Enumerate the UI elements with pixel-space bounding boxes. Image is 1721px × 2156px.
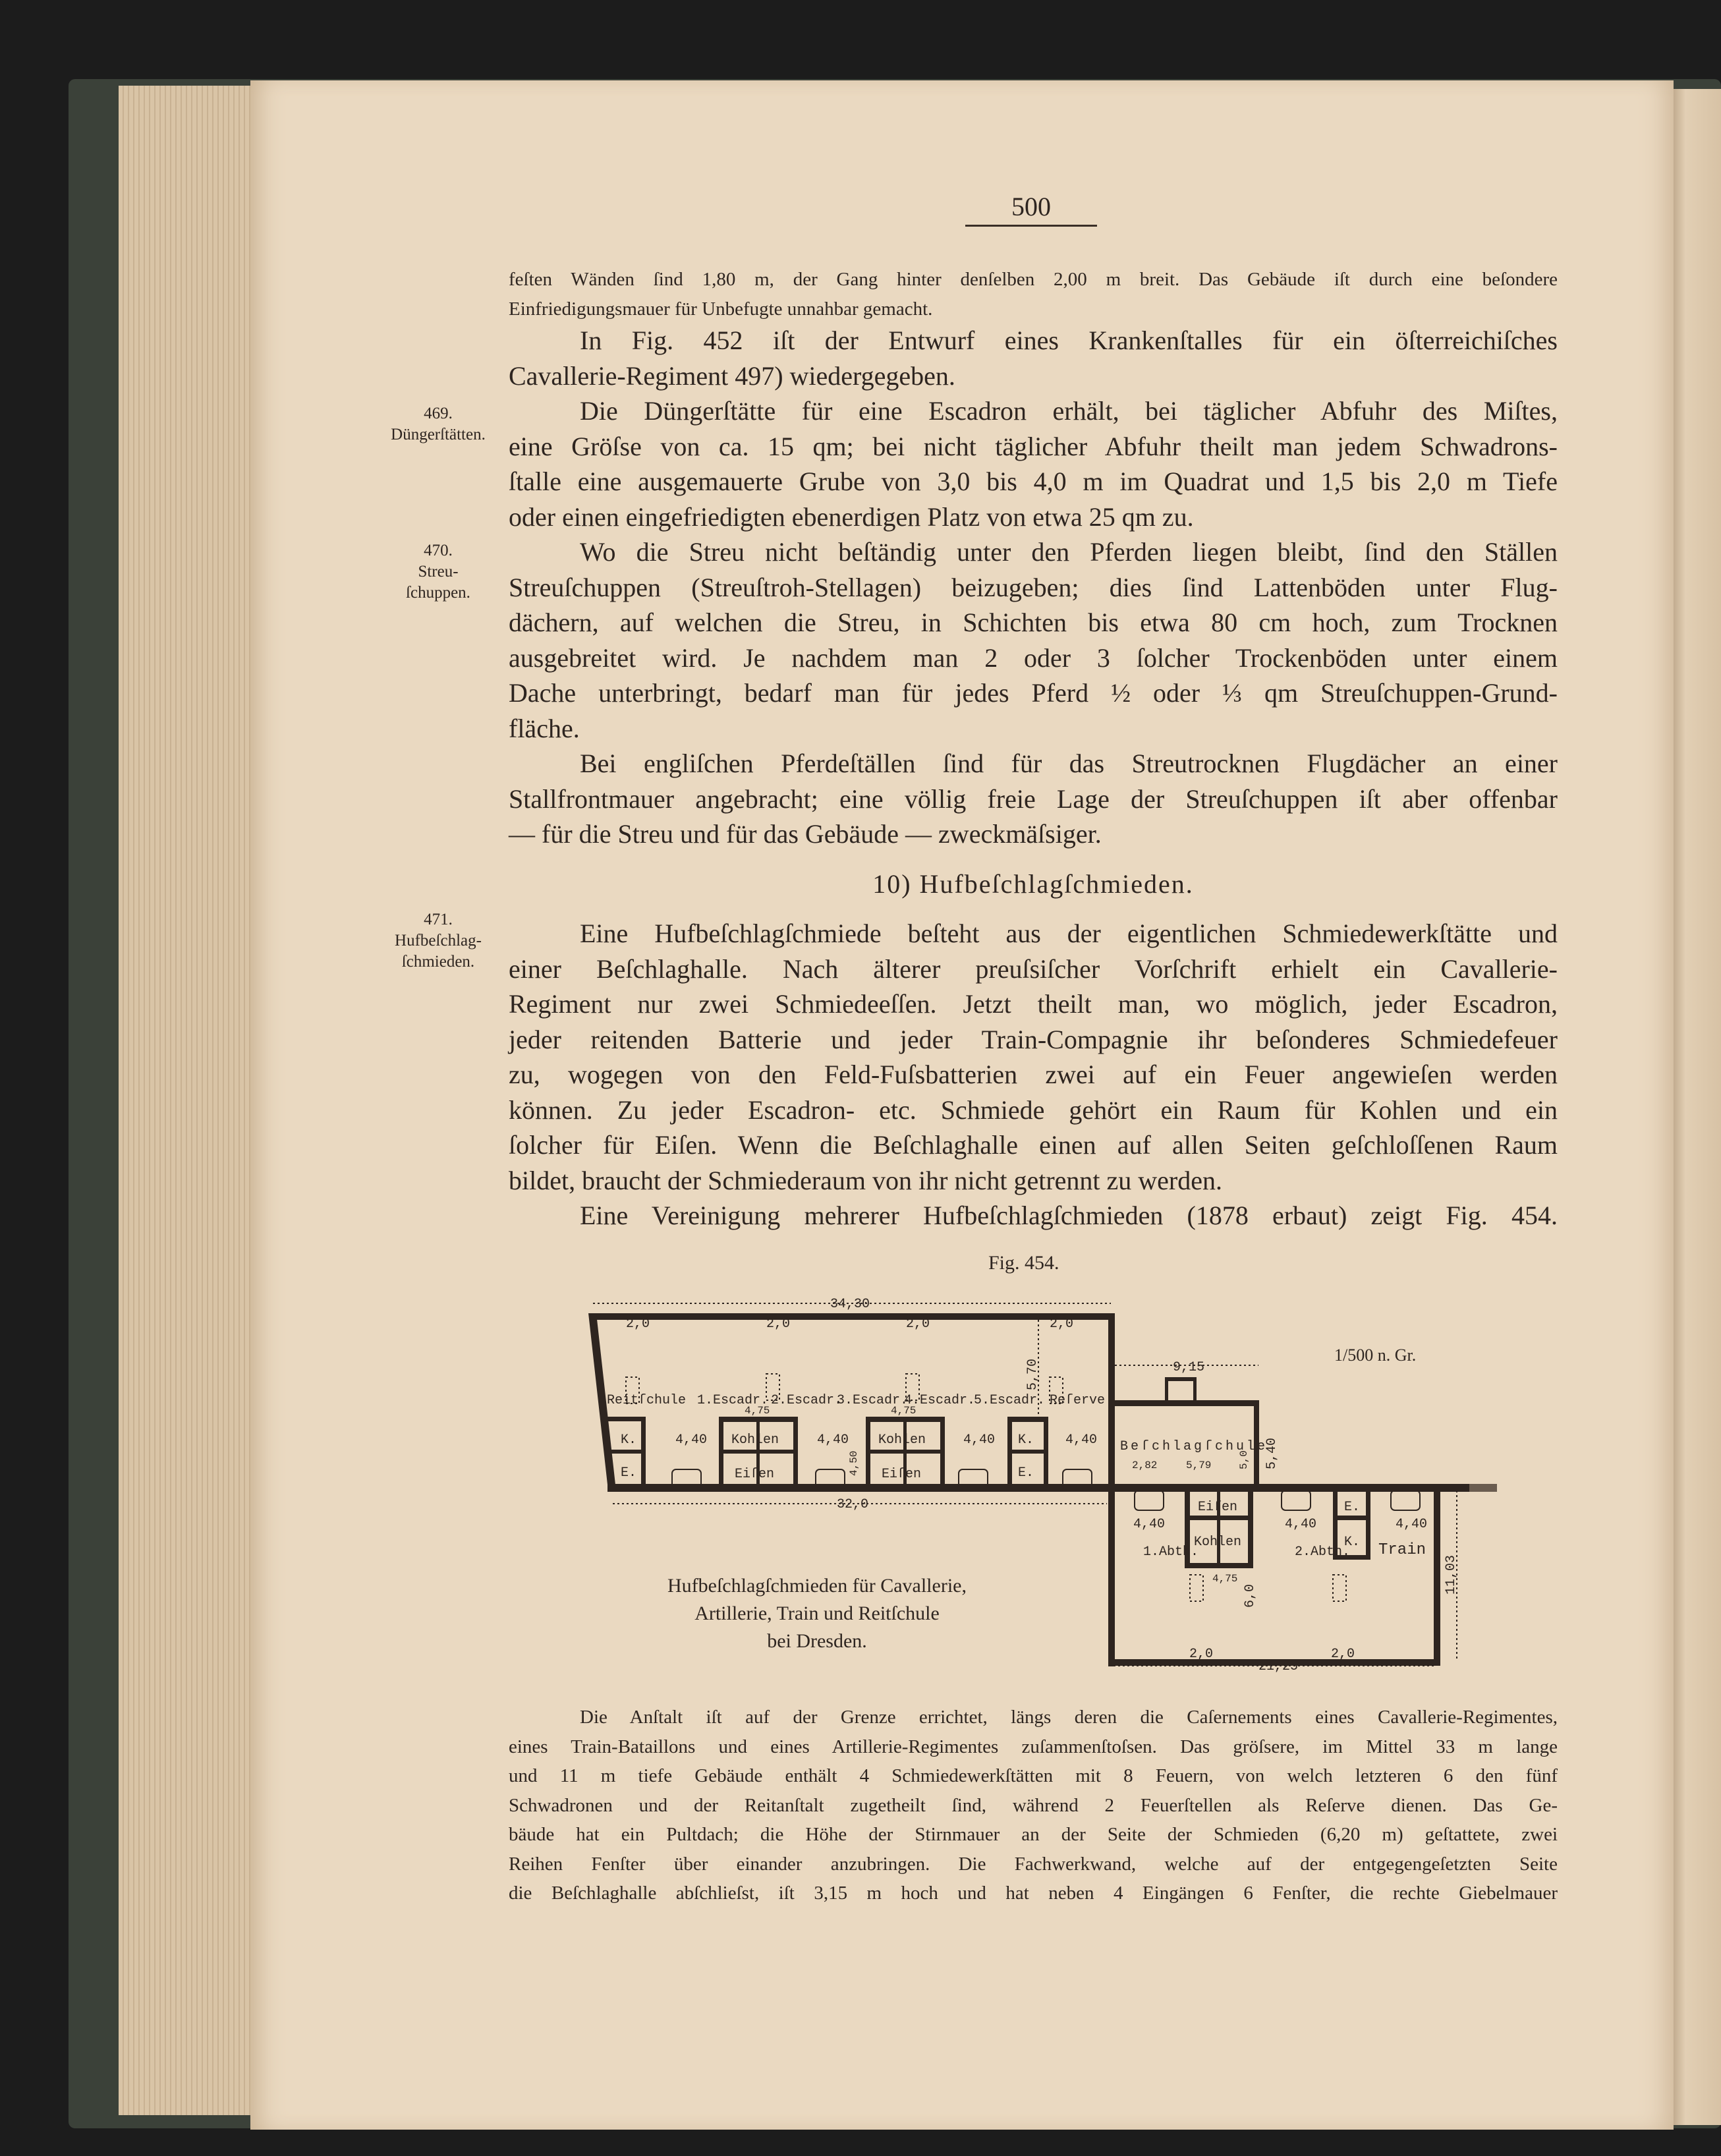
dim-label: 2,0	[1189, 1647, 1214, 1662]
text-line: — für die Streu und für das Gebäude — zweckmäſsiger.	[509, 819, 1102, 849]
dim-total-top: 34,30	[830, 1297, 870, 1312]
section-heading: 10) Hufbeſchlagſchmieden.	[872, 869, 1194, 899]
text-line: Eine Hufbeſchlagſchmiede beſteht aus der eigentlichen Schmiedewerkſtätte und	[580, 919, 1558, 948]
text-line: ausgebreitet wird. Je nachdem man 2 oder 3 ſolcher Trockenböden unter einem	[509, 642, 1558, 673]
margin-note-label: Düngerſtätten.	[391, 426, 486, 443]
text-line: Die Anſtalt iſt auf der Grenze errichtet, längs deren die Caſernements eines Cavallerie-Regimentes,	[580, 1707, 1558, 1728]
dim-50: 5,0	[1238, 1450, 1250, 1469]
text-line: In Fig. 452 iſt der Entwurf eines Krankenſtalles für ein öſterreichiſches	[580, 326, 1558, 355]
store-k: K.	[621, 1433, 637, 1448]
text-line: fläche.	[509, 713, 580, 743]
margin-note-number: 471.	[424, 911, 453, 928]
margin-note-number: 469.	[424, 405, 453, 422]
caption-line: Hufbeſchlagſchmieden für Cavallerie,	[667, 1575, 967, 1597]
text-line: Dache unterbringt, bedarf man für jedes Pferd ½ oder ⅓ qm Streuſchuppen-Grund-	[509, 678, 1558, 708]
dim-label: 2,0	[1050, 1317, 1074, 1332]
text-line: und 11 m tiefe Gebäude enthält 4 Schmiedewerkſtätten mit 8 Feuern, von welch letzteren 6 den fünf	[509, 1765, 1558, 1786]
text-line: ſolcher für Eiſen. Wenn die Beſchlaghalle einen auf allen Seiten geſchloſſenen Raum	[509, 1130, 1558, 1160]
dim-bottom: 32,0	[837, 1497, 869, 1512]
margin-note-label: Streu-	[418, 563, 459, 581]
room-escadr-1: 1.Escadr.	[697, 1393, 769, 1408]
text-line: eine Gröſse von ca. 15 qm; bei nicht täglicher Abfuhr theilt man jedem Schwadrons-	[509, 431, 1558, 461]
text-line: können. Zu jeder Escadron- etc. Schmiede gehört ein Raum für Kohlen und ein	[509, 1094, 1558, 1125]
dim-block: 4,75	[745, 1405, 770, 1417]
text-line: bäude hat ein Pultdach; die Höhe der Stirnmauer an der Seite der Schmieden (6,20 m) geſtattete, zwei	[509, 1824, 1558, 1845]
figure-caption	[606, 1572, 1028, 1655]
text-line: eines Train-Bataillons und eines Artillerie-Regimentes zuſammenſtoſsen. Das gröſsere, im Mittel 33 m lange	[509, 1736, 1558, 1757]
dim-label: 2,0	[766, 1317, 791, 1332]
text-line: Die Düngerſtätte für eine Escadron erhält, bei täglicher Abfuhr des Miſtes,	[580, 396, 1558, 426]
room-escadr-5: 5.Escadr.	[974, 1393, 1046, 1408]
text-line: Bei engliſchen Pferdeſtällen ſind für das Streutrocknen Flugdächer an einer	[580, 749, 1558, 778]
room-escadr-3: 3.Escadr.	[837, 1393, 909, 1408]
lower-right-wall	[1434, 1487, 1440, 1665]
room-escadr-2: 2.Escadr.	[771, 1393, 843, 1408]
margin-note-label: Hufbeſchlag-	[395, 932, 482, 950]
dividing-wall	[1108, 1313, 1115, 1666]
text-line: Wo die Streu nicht beſtändig unter den Pferden liegen bleibt, ſind den Ställen	[580, 537, 1558, 567]
page-number: 500	[965, 191, 1097, 227]
caption-line: Artillerie, Train und Reitſchule	[694, 1603, 940, 1624]
scale-label: 1/500 n. Gr.	[1334, 1346, 1417, 1365]
text-line: ſtalle eine ausgemauerte Grube von 3,0 bis 4,0 m im Quadrat und 1,5 bis 2,0 m Tiefe	[509, 467, 1558, 496]
dim-bay: 4,40	[817, 1433, 849, 1448]
figure-label: Fig. 454.	[988, 1252, 1059, 1274]
dim-bay: 4,40	[1285, 1517, 1317, 1532]
dim-60: 6,0	[1243, 1583, 1258, 1608]
dim-450: 4,50	[848, 1450, 860, 1476]
store-k: K.	[1344, 1535, 1361, 1550]
beschlagschule-top	[1111, 1400, 1259, 1406]
text-line: zu, wogegen von den Feld-Fuſsbatterien zwei auf ein Feuer angewieſen werden	[509, 1060, 1558, 1089]
text-line: dächern, auf welchen die Streu, in Schichten bis etwa 80 cm hoch, zum Trocknen	[509, 608, 1558, 637]
dim-540: 5,40	[1264, 1437, 1280, 1469]
text-line: oder einen eingefriedigten ebenerdigen Platz von etwa 25 qm zu.	[509, 501, 1194, 532]
dim-282: 2,82	[1132, 1460, 1158, 1471]
dim-1103: 11,03	[1444, 1554, 1459, 1595]
text-line: einer Beſchlaghalle. Nach älterer preuſsiſcher Vorſchrift erhielt ein Cavallerie-	[509, 953, 1558, 984]
top-wall	[591, 1313, 1113, 1320]
bottom-small-text	[509, 1703, 1558, 1908]
text-line: Schwadronen und der Reitanſtalt zugetheilt ſind, während 2 Feuerſtellen als Reſerve dienen. Das Ge-	[509, 1794, 1558, 1816]
store-e: E.	[621, 1465, 637, 1481]
text-line: Stallfrontmauer angebracht; eine völlig freie Lage der Streuſchuppen iſt aber offenbar	[509, 783, 1558, 814]
store-e: E.	[1018, 1465, 1034, 1481]
room-abth-2: 2.Abth.	[1295, 1545, 1351, 1560]
text-line: Reihen Fenſter über einander anzubringen. Die Fachwerkwand, welche auf der entgegengeſetzten Seite	[509, 1853, 1558, 1875]
room-reitschule: Reitſchule	[607, 1393, 687, 1408]
dim-bay: 4,40	[675, 1433, 708, 1448]
dim-570: 5,70	[1025, 1358, 1040, 1390]
main-wall	[607, 1484, 1497, 1492]
dim-label: 2,0	[906, 1317, 930, 1332]
margin-note-label: ſchuppen.	[406, 584, 470, 602]
dim-block: 4,75	[891, 1405, 917, 1417]
store-eisen: Eiſen	[1198, 1500, 1238, 1515]
store-kohlen: Kohlen	[731, 1433, 779, 1448]
text-line: Einfriedigungsmauer für Unbefugte unnahbar gemacht.	[509, 298, 933, 320]
dim-block: 4,75	[1212, 1573, 1238, 1585]
dim-915: 9,15	[1173, 1360, 1205, 1375]
margin-note-number: 470.	[424, 542, 453, 559]
text-line: Regiment nur zwei Schmiedeeſſen. Jetzt theilt man, wo möglich, jeder Escadron,	[509, 989, 1558, 1019]
dim-bay: 4,40	[1133, 1517, 1166, 1532]
room-beschlagschule: Beſchlagſchule	[1120, 1439, 1268, 1454]
store-k: K.	[1018, 1433, 1034, 1448]
dim-2125: 21,25	[1258, 1659, 1299, 1674]
room-escadr-4: 4.Escadr.	[904, 1393, 976, 1408]
room-train: Train	[1378, 1541, 1426, 1559]
dim-579: 5,79	[1186, 1460, 1212, 1471]
text-line: jeder reitenden Batterie und jeder Train-Compagnie ihr beſonderes Schmiedefeuer	[509, 1024, 1558, 1054]
caption-line: bei Dresden.	[767, 1630, 867, 1652]
store-eisen: Eiſen	[735, 1467, 775, 1482]
room-reserve: Reſerve	[1050, 1393, 1106, 1408]
text-line: die Beſchlaghalle abſchlieſst, iſt 3,15 m hoch und hat neben 4 Eingängen 6 Fenſter, die rechte Giebelmauer	[509, 1883, 1558, 1904]
dim-label: 2,0	[626, 1317, 650, 1332]
store-kohlen: Kohlen	[1194, 1535, 1242, 1550]
store-eisen: Eiſen	[882, 1467, 922, 1482]
text-line: bildet, braucht der Schmiederaum von ihr nicht getrennt zu werden.	[509, 1165, 1222, 1195]
margin-note-label: ſchmieden.	[401, 953, 475, 971]
dim-label: 2,0	[1331, 1647, 1355, 1662]
dim-bay: 4,40	[1065, 1433, 1098, 1448]
text-line: Eine Vereinigung mehrerer Hufbeſchlagſchmieden (1878 erbaut) zeigt Fig. 454.	[580, 1201, 1558, 1230]
room-abth-1: 1.Abth.	[1143, 1545, 1199, 1560]
text-line: feſten Wänden ſind 1,80 m, der Gang hinter denſelben 2,00 m breit. Das Gebäude iſt durch eine beſondere	[509, 269, 1558, 290]
dim-bay: 4,40	[963, 1433, 996, 1448]
text-line: Streuſchuppen (Streuſtroh-Stellagen) beizugeben; dies ſind Lattenböden unter Flug-	[509, 572, 1558, 602]
text-line: Cavallerie-Regiment 497) wiedergegeben.	[509, 360, 955, 391]
dim-bay: 4,40	[1396, 1517, 1428, 1532]
store-kohlen: Kohlen	[878, 1433, 926, 1448]
store-e: E.	[1344, 1500, 1361, 1515]
